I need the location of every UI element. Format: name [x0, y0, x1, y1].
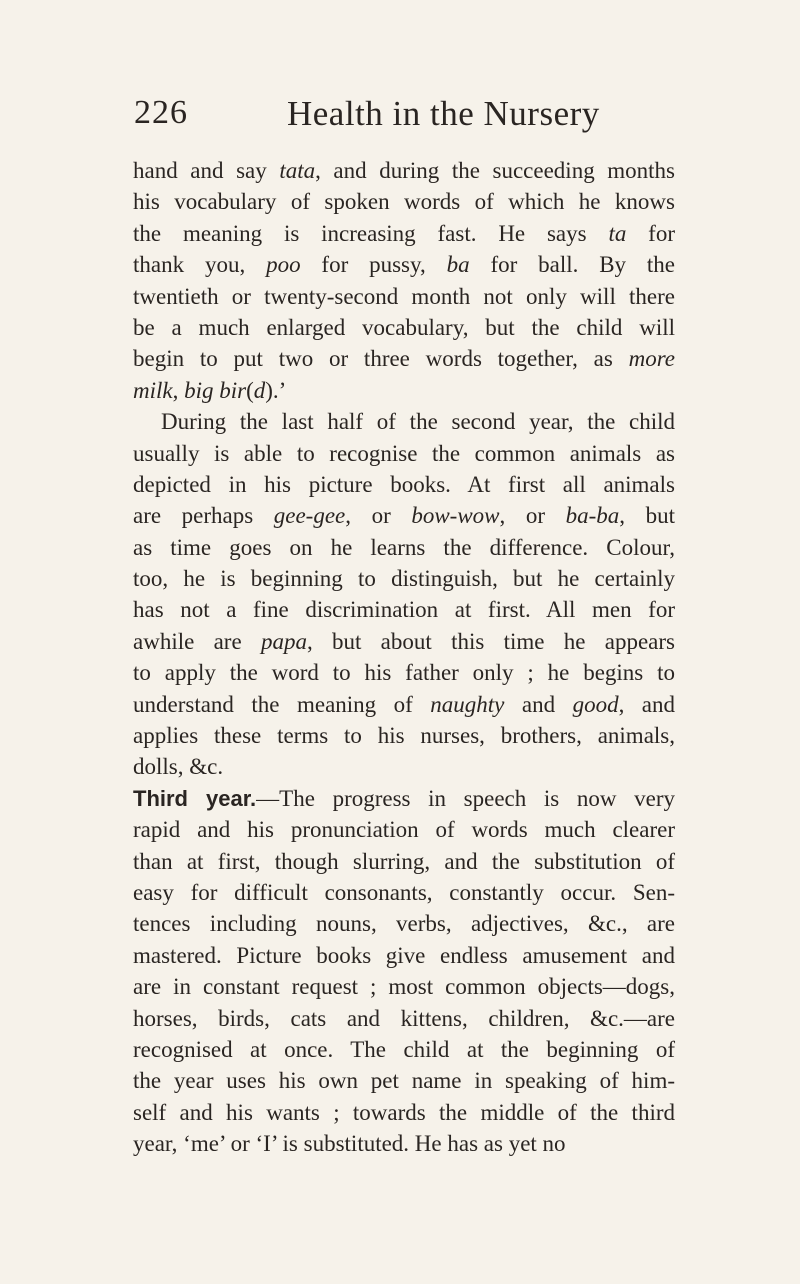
text-line [133, 155, 675, 186]
text-run: year, ‘me’ or ‘I’ is substituted. He has as yet no [133, 1131, 566, 1157]
italic-word: tata [279, 158, 316, 183]
text-line [133, 438, 675, 469]
text-run: easy for difficult consonants, constantly occur. Sen- [133, 879, 675, 905]
text-run: , and during the succeeding months [315, 158, 675, 183]
text-line [133, 1003, 675, 1034]
text-line [133, 1065, 675, 1096]
page-header [0, 94, 800, 144]
running-title: Health in the Nursery [287, 94, 600, 133]
text-run: awhile are [133, 628, 261, 654]
page-number: 226 [134, 94, 188, 131]
text-run: , but [619, 503, 675, 529]
text-line [133, 186, 675, 217]
text-line [133, 751, 675, 782]
text-run: the year uses his own pet name in speaking of him- [133, 1068, 675, 1094]
text-run: depicted in his picture books. At first all animals [133, 471, 675, 497]
text-line [133, 846, 675, 877]
text-line [133, 249, 675, 280]
text-line [133, 281, 675, 312]
text-line [133, 500, 675, 531]
text-run: self and his wants ; towards the middle of the third [133, 1099, 675, 1125]
text-run: horses, birds, cats and kittens, children, &c.—are [133, 1005, 675, 1031]
italic-word: big bir [184, 377, 247, 403]
text-run: During the last half of the second year, the child [161, 409, 675, 435]
text-run: his vocabulary of spoken words of which he knows [133, 189, 675, 215]
text-run: —The progress in speech is now very [256, 785, 675, 811]
italic-word: naughty [430, 691, 505, 717]
text-line [133, 532, 675, 563]
text-line [133, 908, 675, 939]
text-run: ( [246, 377, 254, 403]
text-run: , and [618, 691, 675, 717]
text-run: recognised at once. The child at the beginning of [133, 1036, 675, 1062]
text-run: than at first, though slurring, and the substitution of [133, 848, 675, 874]
text-run: dolls, &c. [133, 754, 224, 780]
text-run: and [504, 691, 573, 717]
text-run: , or [345, 503, 412, 529]
italic-word: bow-wow [411, 503, 500, 529]
text-run: usually is able to recognise the common animals as [133, 440, 675, 466]
body-text [133, 155, 675, 1160]
text-line [133, 218, 675, 249]
text-line [133, 375, 675, 406]
italic-word: milk [133, 377, 173, 403]
italic-word: good [572, 691, 619, 717]
italic-word: ba-ba [565, 503, 620, 529]
italic-word: ta [608, 220, 627, 246]
text-run: too, he is beginning to distinguish, but he certainly [133, 566, 675, 592]
text-run: for [626, 220, 675, 246]
text-line [133, 971, 675, 1002]
text-run: mastered. Picture books give endless amusement and [133, 942, 675, 968]
text-line [133, 626, 675, 657]
text-run: ).’ [265, 377, 287, 403]
text-line [133, 469, 675, 500]
text-run: for pussy, [300, 252, 447, 278]
text-line [133, 406, 675, 437]
text-line [133, 1097, 675, 1128]
text-run: thank you, [133, 252, 267, 278]
text-line [133, 720, 675, 751]
text-run: has not a fine discrimination at first. All men for [133, 597, 675, 623]
section-heading: Third year. [133, 785, 257, 811]
text-line [133, 343, 675, 374]
text-run: are perhaps [133, 503, 274, 529]
text-run: the meaning is increasing fast. He says [133, 220, 609, 246]
text-line [133, 1034, 675, 1065]
italic-word: d [253, 377, 266, 403]
text-run: , [172, 377, 185, 403]
text-line [133, 563, 675, 594]
text-run: to apply the word to his father only ; he begins to [133, 660, 675, 686]
text-line [133, 877, 675, 908]
text-run: for ball. By the [469, 252, 675, 278]
text-run: , or [499, 503, 566, 529]
text-run: tences including nouns, verbs, adjectives, &c., are [133, 911, 675, 937]
text-run: applies these terms to his nurses, brothers, animals, [133, 723, 675, 749]
text-line [133, 783, 675, 814]
italic-word: more [628, 346, 675, 372]
text-line [133, 594, 675, 625]
italic-word: poo [266, 252, 301, 278]
text-run: rapid and his pronunciation of words much clearer [133, 817, 675, 843]
text-run: as time goes on he learns the difference. Colour, [133, 534, 675, 560]
text-run: understand the meaning of [133, 691, 431, 717]
text-line [133, 1128, 675, 1159]
italic-word: gee-gee [273, 503, 346, 529]
text-line [133, 657, 675, 688]
text-line [133, 312, 675, 343]
text-run: , but about this time he appears [306, 628, 675, 654]
text-run: hand and say [133, 158, 280, 183]
text-line [133, 814, 675, 845]
text-run: be a much enlarged vocabulary, but the child will [133, 314, 675, 340]
italic-word: papa [260, 628, 307, 654]
text-run: begin to put two or three words together, as [133, 346, 629, 372]
text-run: twentieth or twenty-second month not only will there [133, 283, 675, 309]
text-line [133, 689, 675, 720]
text-line [133, 940, 675, 971]
text-run: are in constant request ; most common objects—dogs, [133, 974, 675, 1000]
italic-word: ba [446, 252, 470, 278]
